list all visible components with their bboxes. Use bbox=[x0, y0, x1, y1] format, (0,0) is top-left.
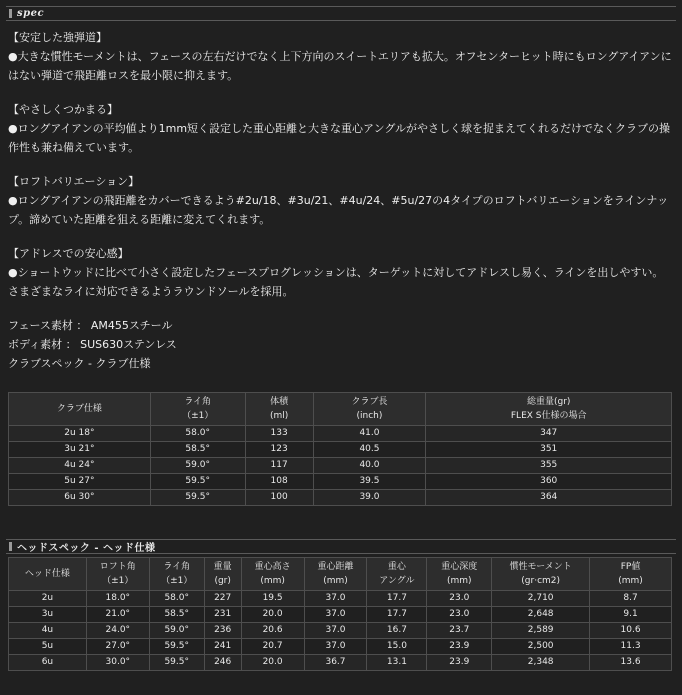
table-cell: 20.0 bbox=[241, 607, 304, 623]
table-cell: 37.0 bbox=[304, 607, 367, 623]
header-head: ヘッド仕様 bbox=[9, 558, 87, 591]
head-spec-section-header bbox=[6, 539, 676, 554]
table-cell: 4u bbox=[9, 623, 87, 639]
header-cg-height bbox=[241, 558, 304, 591]
table-cell: 23.7 bbox=[427, 623, 492, 639]
feature-address-confidence bbox=[8, 244, 674, 301]
header-text: (ml) bbox=[269, 411, 289, 421]
header-cg-depth bbox=[427, 558, 492, 591]
spec-section-title: spec bbox=[17, 8, 45, 19]
table-row bbox=[9, 458, 672, 474]
table-cell: 4u 24° bbox=[9, 458, 151, 474]
header-text: （±1） bbox=[161, 576, 193, 586]
materials-block bbox=[8, 316, 674, 373]
table-row bbox=[9, 655, 672, 671]
body-material: ボディ素材 ： SUS630ステンレス bbox=[8, 338, 177, 351]
table-row bbox=[9, 591, 672, 607]
header-lie bbox=[149, 558, 204, 591]
feature-heading: 【やさしくつかまる】 bbox=[8, 103, 118, 116]
header-length bbox=[313, 393, 426, 426]
table-cell: 133 bbox=[245, 426, 313, 442]
table-cell: 58.5° bbox=[149, 607, 204, 623]
header-cg-distance bbox=[304, 558, 367, 591]
table-cell: 20.6 bbox=[241, 623, 304, 639]
table-cell: 18.0° bbox=[86, 591, 149, 607]
header-loft bbox=[86, 558, 149, 591]
header-weight bbox=[426, 393, 672, 426]
header-text: ロフト角 bbox=[99, 562, 136, 572]
header-text: (mm) bbox=[447, 576, 472, 586]
club-spec-table bbox=[8, 392, 672, 506]
table-row bbox=[9, 426, 672, 442]
feature-body: ●大きな慣性モーメントは、フェースの左右だけでなく上下方向のスイートエリアも拡大。オフセンターヒット時にもロングアイアンにはない弾道で飛距離ロスを最小限に抑えます。 bbox=[8, 50, 672, 82]
table-cell: 3u 21° bbox=[9, 442, 151, 458]
table-cell: 241 bbox=[204, 639, 241, 655]
table-cell: 58.0° bbox=[150, 426, 245, 442]
header-text: FP値 bbox=[620, 562, 641, 572]
header-text: 総重量(gr) bbox=[526, 397, 571, 407]
table-cell: 36.7 bbox=[304, 655, 367, 671]
section-marker bbox=[9, 9, 12, 18]
table-cell: 360 bbox=[426, 474, 672, 490]
header-text: 重心距離 bbox=[317, 562, 354, 572]
header-text: ライ角 bbox=[184, 397, 212, 407]
table-cell: 8.7 bbox=[590, 591, 672, 607]
table-cell: 23.0 bbox=[427, 591, 492, 607]
table-cell: 17.7 bbox=[367, 591, 427, 607]
table-cell: 2u bbox=[9, 591, 87, 607]
table-cell: 15.0 bbox=[367, 639, 427, 655]
table-cell: 6u bbox=[9, 655, 87, 671]
feature-body: ●ショートウッドに比べて小さく設定したフェースプログレッションは、ターゲットに対してアドレスし易く、ラインを出しやすい。さまざまなライに対応できるようラウンドソールを採用。 bbox=[8, 266, 664, 298]
table-cell: 108 bbox=[245, 474, 313, 490]
table-cell: 5u bbox=[9, 639, 87, 655]
header-text: （±1） bbox=[102, 576, 134, 586]
header-text: (gr) bbox=[214, 576, 231, 586]
table-cell: 236 bbox=[204, 623, 241, 639]
table-cell: 58.5° bbox=[150, 442, 245, 458]
table-cell: 19.5 bbox=[241, 591, 304, 607]
section-marker bbox=[9, 542, 12, 551]
table-row bbox=[9, 442, 672, 458]
table-cell: 37.0 bbox=[304, 591, 367, 607]
table-cell: 40.0 bbox=[313, 458, 426, 474]
table-cell: 24.0° bbox=[86, 623, 149, 639]
table-cell: 11.3 bbox=[590, 639, 672, 655]
table-row bbox=[9, 623, 672, 639]
table-row bbox=[9, 607, 672, 623]
feature-heading: 【ロフトバリエーション】 bbox=[8, 175, 140, 188]
table-header-row bbox=[9, 393, 672, 426]
table-cell: 227 bbox=[204, 591, 241, 607]
table-row bbox=[9, 639, 672, 655]
table-cell: 59.0° bbox=[149, 623, 204, 639]
table-cell: 20.0 bbox=[241, 655, 304, 671]
header-text: (mm) bbox=[618, 576, 643, 586]
table-cell: 58.0° bbox=[149, 591, 204, 607]
header-text: 慣性モーメント bbox=[509, 562, 572, 572]
feature-heading: 【アドレスでの安心感】 bbox=[8, 247, 129, 260]
header-text: (inch) bbox=[356, 411, 383, 421]
header-text: クラブ長 bbox=[351, 397, 388, 407]
head-spec-section-title: ヘッドスペック - ヘッド仕様 bbox=[17, 543, 156, 554]
header-text: 重心高さ bbox=[254, 562, 291, 572]
table-cell: 23.0 bbox=[427, 607, 492, 623]
table-cell: 246 bbox=[204, 655, 241, 671]
header-text: （±1） bbox=[182, 411, 214, 421]
header-lie bbox=[150, 393, 245, 426]
table-cell: 39.0 bbox=[313, 490, 426, 506]
header-cg-angle bbox=[367, 558, 427, 591]
table-cell: 10.6 bbox=[590, 623, 672, 639]
table-cell: 30.0° bbox=[86, 655, 149, 671]
header-text: (gr·cm2) bbox=[521, 576, 561, 586]
table-cell: 23.9 bbox=[427, 639, 492, 655]
header-club: クラブ仕様 bbox=[9, 393, 151, 426]
header-weight bbox=[204, 558, 241, 591]
header-text: 体積 bbox=[270, 397, 289, 407]
feature-body: ●ロングアイアンの平均値より1mm短く設定した重心距離と大きな重心アングルがやさしく球を捉まえてくれるだけでなくクラブの操作性も兼ね備えています。 bbox=[8, 122, 671, 154]
table-cell: 123 bbox=[245, 442, 313, 458]
table-cell: 41.0 bbox=[313, 426, 426, 442]
table-cell: 59.5° bbox=[150, 490, 245, 506]
table-cell: 9.1 bbox=[590, 607, 672, 623]
table-cell: 117 bbox=[245, 458, 313, 474]
table-cell: 39.5 bbox=[313, 474, 426, 490]
table-cell: 5u 27° bbox=[9, 474, 151, 490]
feature-stable-trajectory bbox=[8, 28, 674, 85]
head-spec-table bbox=[8, 557, 672, 671]
table-row bbox=[9, 474, 672, 490]
table-cell: 20.7 bbox=[241, 639, 304, 655]
header-volume bbox=[245, 393, 313, 426]
table-cell: 27.0° bbox=[86, 639, 149, 655]
spec-section-header bbox=[6, 6, 676, 21]
table-cell: 59.0° bbox=[150, 458, 245, 474]
table-cell: 59.5° bbox=[150, 474, 245, 490]
feature-loft-variation bbox=[8, 172, 674, 229]
table-cell: 37.0 bbox=[304, 623, 367, 639]
table-cell: 6u 30° bbox=[9, 490, 151, 506]
table-cell: 13.6 bbox=[590, 655, 672, 671]
table-cell: 59.5° bbox=[149, 655, 204, 671]
table-cell: 2,648 bbox=[492, 607, 590, 623]
table-cell: 3u bbox=[9, 607, 87, 623]
table-cell: 100 bbox=[245, 490, 313, 506]
table-cell: 37.0 bbox=[304, 639, 367, 655]
table-cell: 355 bbox=[426, 458, 672, 474]
table-cell: 2u 18° bbox=[9, 426, 151, 442]
header-fp bbox=[590, 558, 672, 591]
header-text: 重量 bbox=[213, 562, 232, 572]
header-text: (mm) bbox=[260, 576, 285, 586]
header-text: アングル bbox=[379, 576, 415, 586]
feature-body: ●ロングアイアンの飛距離をカバーできるよう#2u/18、#3u/21、#4u/24、#5u/27の4タイプのロフトバリエーションをラインナップ。諦めていた距離を狙える距離に変えてくれます。 bbox=[8, 194, 669, 226]
table-cell: 347 bbox=[426, 426, 672, 442]
table-cell: 364 bbox=[426, 490, 672, 506]
face-material: フェース素材 ： AM455スチール bbox=[8, 319, 173, 332]
feature-heading: 【安定した強弾道】 bbox=[8, 31, 107, 44]
header-moi bbox=[492, 558, 590, 591]
table-cell: 23.9 bbox=[427, 655, 492, 671]
table-cell: 351 bbox=[426, 442, 672, 458]
header-text: 重心深度 bbox=[441, 562, 478, 572]
table-cell: 59.5° bbox=[149, 639, 204, 655]
table-cell: 231 bbox=[204, 607, 241, 623]
table-cell: 21.0° bbox=[86, 607, 149, 623]
header-text: ライ角 bbox=[163, 562, 191, 572]
table-cell: 16.7 bbox=[367, 623, 427, 639]
header-text: 重心 bbox=[387, 562, 406, 572]
table-cell: 2,710 bbox=[492, 591, 590, 607]
table-cell: 17.7 bbox=[367, 607, 427, 623]
table-cell: 2,500 bbox=[492, 639, 590, 655]
header-text: FLEX S仕様の場合 bbox=[510, 411, 587, 421]
table-cell: 2,589 bbox=[492, 623, 590, 639]
header-text: (mm) bbox=[323, 576, 348, 586]
table-cell: 40.5 bbox=[313, 442, 426, 458]
table-header-row bbox=[9, 558, 672, 591]
table-cell: 2,348 bbox=[492, 655, 590, 671]
club-spec-label: クラブスペック - クラブ仕様 bbox=[8, 357, 151, 370]
feature-easy-catch bbox=[8, 100, 674, 157]
table-cell: 13.1 bbox=[367, 655, 427, 671]
table-row bbox=[9, 490, 672, 506]
